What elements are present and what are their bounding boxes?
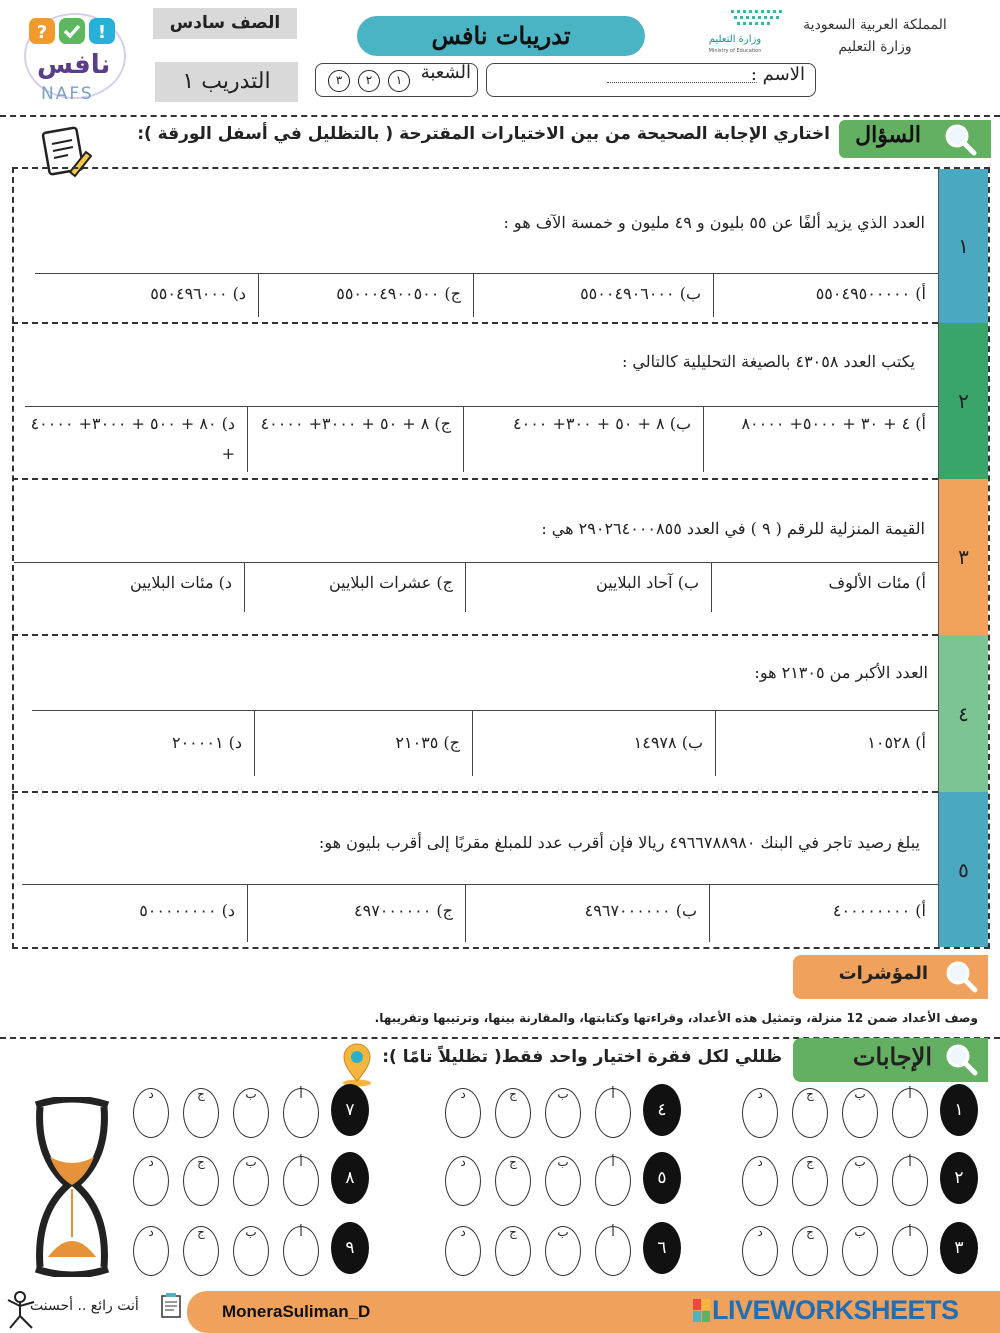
section-option-2[interactable]: ٢: [358, 70, 380, 92]
magnifier-icon: [944, 1042, 978, 1076]
answer-number: ٢: [940, 1152, 978, 1204]
answer-number: ٣: [940, 1222, 978, 1274]
answer-bubble-label: د: [148, 1155, 154, 1169]
question-number: ٤: [958, 701, 969, 726]
row-divider: [12, 791, 938, 793]
answer-bubble[interactable]: [595, 1226, 631, 1276]
answer-bubble-label: ج: [509, 1155, 517, 1169]
answer-bubble[interactable]: [233, 1226, 269, 1276]
question-number: ٢: [958, 389, 969, 413]
section-label: الشعبة: [420, 62, 471, 83]
answer-bubble-label: ج: [806, 1087, 814, 1101]
answer-bubble-label: ج: [197, 1225, 205, 1239]
answer-bubble-label: ج: [197, 1087, 205, 1101]
options-row: [14, 562, 938, 612]
answer-number: ٥: [643, 1152, 681, 1204]
answer-bubble[interactable]: [742, 1088, 778, 1138]
name-field[interactable]: [486, 63, 816, 97]
option-a[interactable]: أ) ٥٥٠٤٩٥٠٠٠٠٠: [713, 274, 938, 317]
answer-bubble-label: د: [460, 1155, 466, 1169]
answer-bubble[interactable]: [545, 1226, 581, 1276]
question-text: القيمة المنزلية للرقم ( ٩ ) في العدد ٢٩٠٢٦٤٠٠٠٨٥٥ هي :: [541, 519, 925, 538]
svg-text:!: !: [97, 22, 107, 43]
question-number-strip: [938, 323, 988, 479]
option-b[interactable]: ب) ٥٥٠٠٤٩٠٦٠٠٠: [473, 274, 713, 317]
header-divider: [0, 115, 1000, 117]
answer-bubble-label: أ: [299, 1225, 303, 1239]
answer-bubble-label: ب: [854, 1155, 866, 1169]
option-b[interactable]: ب) آحاد البلايين: [465, 563, 711, 612]
answer-bubble[interactable]: [283, 1156, 319, 1206]
option-d[interactable]: د) ٢٠٠٠٠١: [171, 733, 242, 752]
answer-bubble[interactable]: [133, 1226, 169, 1276]
answer-bubble-label: ج: [806, 1225, 814, 1239]
answer-bubble[interactable]: [892, 1088, 928, 1138]
answer-bubble[interactable]: [233, 1088, 269, 1138]
answer-bubble-label: د: [460, 1087, 466, 1101]
option-b[interactable]: ب) ١٤٩٧٨: [472, 711, 715, 776]
answer-bubble-label: د: [460, 1225, 466, 1239]
section-field: [315, 63, 478, 97]
option-a[interactable]: أ) مئات الألوف: [711, 563, 938, 612]
answer-bubble[interactable]: [133, 1088, 169, 1138]
section-option-3[interactable]: ٣: [328, 70, 350, 92]
answer-bubble-label: ب: [245, 1155, 257, 1169]
answer-bubble-label: ج: [509, 1225, 517, 1239]
answer-bubble-label: أ: [299, 1087, 303, 1101]
answer-bubble[interactable]: [183, 1156, 219, 1206]
answers-tag-label: الإجابات: [852, 1042, 932, 1071]
hourglass-icon: [26, 1097, 118, 1277]
name-label: الاسم :: [750, 64, 805, 85]
author-name: MoneraSuliman_D: [222, 1302, 371, 1321]
stick-figure-icon: [2, 1290, 38, 1330]
answer-bubble-label: أ: [611, 1225, 615, 1239]
option-d[interactable]: د) ٥٠٠٠٠٠٠٠٠: [139, 901, 235, 920]
answer-bubble[interactable]: [133, 1156, 169, 1206]
options-row: [35, 273, 938, 317]
question-instruction: اختاري الإجابة الصحيحة من بين الاختيارات المقترحة ( بالتظليل في أسفل الورقة ):: [137, 124, 830, 144]
answer-bubble[interactable]: [742, 1226, 778, 1276]
answer-bubble-label: ب: [557, 1155, 569, 1169]
indicators-text: وصف الأعداد ضمن 12 منزلة، وتمثيل هذه الأعداد، وقراءتها وكتابتها، والمقارنة بينها، وترتيبها وتقريبها.: [374, 1011, 978, 1025]
answer-bubble[interactable]: [792, 1156, 828, 1206]
answer-bubble[interactable]: [595, 1156, 631, 1206]
moe-logo-text: وزارة التعليم: [708, 34, 762, 45]
magnifier-icon: [944, 959, 978, 993]
answer-bubble-label: ب: [557, 1225, 569, 1239]
answer-bubble-label: د: [757, 1087, 763, 1101]
answer-bubble-label: ب: [854, 1225, 866, 1239]
options-row: [32, 710, 938, 776]
answer-bubble-label: ب: [245, 1087, 257, 1101]
answer-bubble-label: أ: [299, 1155, 303, 1169]
training-label: التدريب ١: [155, 62, 298, 102]
liveworksheets-brand[interactable]: LIVEWORKSHEETS: [712, 1295, 959, 1325]
answer-bubble[interactable]: [892, 1226, 928, 1276]
question-tag: [839, 120, 991, 158]
question-tag-label: السؤال: [855, 122, 921, 148]
moe-logo-subtext: Ministry of Education: [708, 48, 762, 54]
question-text: العدد الذي يزيد ألفًا عن ٥٥ بليون و ٤٩ مليون و خمسة الآف هو :: [503, 213, 925, 232]
answer-bubble[interactable]: [183, 1088, 219, 1138]
answer-bubble[interactable]: [283, 1226, 319, 1276]
answer-bubble[interactable]: [283, 1088, 319, 1138]
option-a[interactable]: أ) ٤٠٠٠٠٠٠٠٠: [709, 885, 938, 942]
answer-bubble-label: أ: [908, 1087, 912, 1101]
answer-bubble[interactable]: [792, 1226, 828, 1276]
answer-bubble-label: ج: [197, 1155, 205, 1169]
answer-bubble[interactable]: [545, 1156, 581, 1206]
answer-bubble[interactable]: [842, 1088, 878, 1138]
praise-text: أنت رائع .. أحسنت: [30, 1298, 139, 1314]
answer-number: ٨: [331, 1152, 369, 1204]
question-text: العدد الأكبر من ٢١٣٠٥ هو:: [754, 663, 928, 682]
options-row: [25, 406, 938, 472]
answer-bubble[interactable]: [842, 1226, 878, 1276]
answers-instruction: ظللي لكل فقرة اختيار واحد فقط( تظليلاً تامًا ):: [382, 1047, 782, 1067]
answer-number: ٩: [331, 1222, 369, 1274]
answer-bubble-label: ب: [854, 1087, 866, 1101]
option-c[interactable]: ج) ٤٩٧٠٠٠٠٠٠: [247, 885, 465, 942]
indicators-tag-label: المؤشرات: [838, 963, 928, 984]
question-number-strip: [938, 479, 988, 635]
answer-bubble[interactable]: [595, 1088, 631, 1138]
option-c[interactable]: ج) عشرات البلايين: [244, 563, 465, 612]
kingdom-name: المملكة العربية السعودية: [803, 17, 947, 33]
option-c[interactable]: ج) ٥٥٠٠٠٤٩٠٠٥٠٠: [258, 274, 473, 317]
location-pin-icon: [340, 1043, 374, 1087]
answer-bubble-label: د: [757, 1225, 763, 1239]
answer-bubble[interactable]: [842, 1156, 878, 1206]
nafs-logo: [15, 8, 130, 108]
question-text: يكتب العدد ٤٣٠٥٨ بالصيغة التحليلية كالتالي :: [621, 352, 915, 371]
answer-bubble-label: ب: [245, 1225, 257, 1239]
ministry-name: وزارة التعليم: [838, 39, 912, 55]
option-b[interactable]: ب) ٤٩٦٧٠٠٠٠٠٠: [465, 885, 709, 942]
answer-bubble-label: ج: [806, 1155, 814, 1169]
answer-bubble[interactable]: [892, 1156, 928, 1206]
answer-bubble-label: أ: [611, 1087, 615, 1101]
answer-bubble-label: د: [757, 1155, 763, 1169]
name-line: [607, 82, 757, 83]
option-c[interactable]: ج) ٨ + ٥٠ + ٣٠٠٠+ ٤٠٠٠٠: [247, 407, 463, 472]
answer-bubble[interactable]: [792, 1088, 828, 1138]
answer-bubble[interactable]: [742, 1156, 778, 1206]
question-text: يبلغ رصيد تاجر في البنك ٤٩٦٦٧٨٨٩٨٠ ريالا فإن أقرب عدد للمبلغ مقربًا إلى أقرب بليون هو:: [318, 833, 920, 852]
answer-number: ٤: [643, 1084, 681, 1136]
question-number-strip: [938, 169, 988, 323]
magnifier-icon: [943, 122, 977, 156]
answer-bubble-label: د: [148, 1225, 154, 1239]
question-number: ٣: [958, 545, 969, 569]
kingdom-header: [790, 14, 960, 58]
answer-bubble[interactable]: [233, 1156, 269, 1206]
answer-number: ٦: [643, 1222, 681, 1274]
option-a[interactable]: أ) ٤ + ٣٠ + ٥٠٠٠+ ٨٠٠٠٠: [703, 407, 938, 472]
answer-bubble-label: د: [148, 1087, 154, 1101]
answer-bubble[interactable]: [445, 1156, 481, 1206]
question-number-strip: [938, 792, 988, 947]
question-number-strip: [938, 635, 988, 792]
answer-number: ١: [940, 1084, 978, 1136]
answer-bubble[interactable]: [445, 1226, 481, 1276]
option-a[interactable]: أ) ١٠٥٢٨: [715, 711, 938, 776]
nafs-logo-arabic: نافس: [37, 50, 111, 80]
answer-bubble[interactable]: [445, 1088, 481, 1138]
nafs-logo-english: NAFS: [41, 84, 94, 104]
answer-bubble-label: أ: [611, 1155, 615, 1169]
answer-bubble[interactable]: [495, 1226, 531, 1276]
answer-bubble-label: أ: [908, 1155, 912, 1169]
option-c[interactable]: ج) ٢١٠٣٥: [254, 711, 472, 776]
answer-number: ٧: [331, 1084, 369, 1136]
answer-bubble-label: ج: [509, 1087, 517, 1101]
liveworksheets-logo-icon: [693, 1299, 711, 1323]
option-d[interactable]: د) مئات البلايين: [129, 573, 232, 592]
indicators-tag: [793, 955, 988, 999]
row-divider: [12, 634, 938, 636]
section-option-1[interactable]: ١: [388, 70, 410, 92]
grade-label: الصف سادس: [153, 8, 297, 39]
page-title: تدريبات نافس: [357, 16, 645, 56]
answer-bubble[interactable]: [183, 1226, 219, 1276]
notepad-icon: [160, 1293, 182, 1319]
svg-text:?: ?: [36, 22, 48, 43]
answer-bubble[interactable]: [495, 1156, 531, 1206]
options-row: [22, 884, 938, 942]
answer-bubble[interactable]: [545, 1088, 581, 1138]
option-b[interactable]: ب) ٨ + ٥٠ + ٣٠٠+ ٤٠٠٠: [463, 407, 703, 472]
question-number: ١: [958, 234, 969, 258]
answer-bubble-label: أ: [908, 1225, 912, 1239]
answers-tag: [793, 1038, 988, 1082]
row-divider: [12, 322, 938, 324]
answer-bubble-label: ب: [557, 1087, 569, 1101]
question-number: ٥: [958, 857, 969, 882]
option-d[interactable]: د) ٨٠ + ٥٠٠ + ٣٠٠٠+ ٤٠٠٠٠ +: [30, 414, 235, 463]
option-d[interactable]: د) ٥٥٠٤٩٦٠٠٠: [150, 284, 246, 303]
answer-bubble[interactable]: [495, 1088, 531, 1138]
row-divider: [12, 478, 938, 480]
